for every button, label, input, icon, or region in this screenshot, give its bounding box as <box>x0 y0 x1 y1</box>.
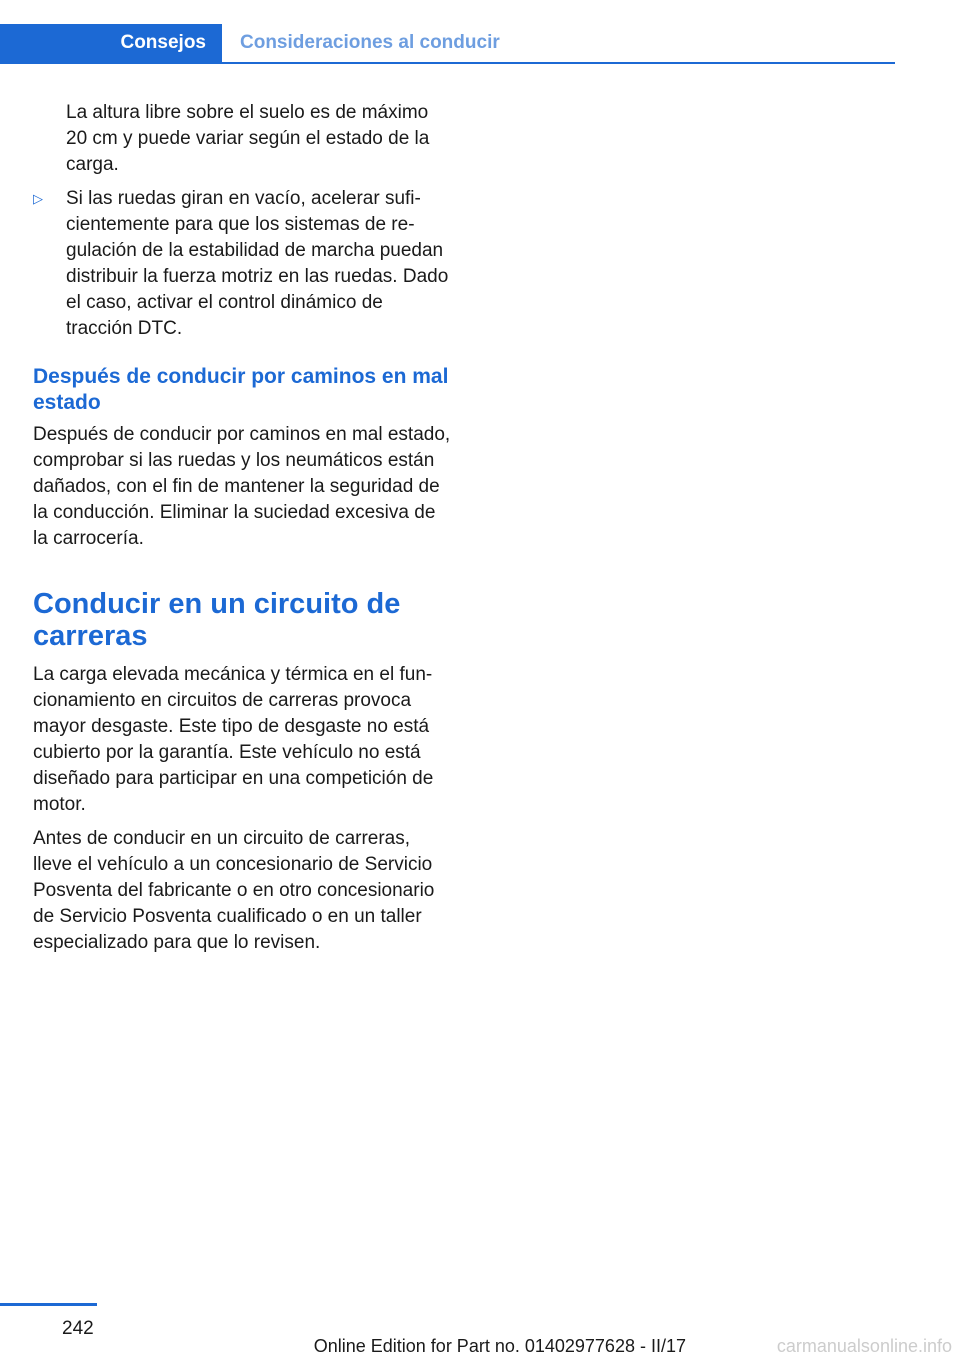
paragraph-after-bad-roads: Después de conducir por caminos en mal estado, comprobar si las ruedas y los neumáticos están dañados, con el fin de mantener la seguridad de la conducción. Eliminar la suciedad excesiva de la carrocería. <box>33 424 451 549</box>
paragraph-race-circuit-load: La carga elevada mecánica y térmica en el funcionamiento en circuitos de carreras provoca mayor desgaste. Este tipo de desgaste no está cubierto por la garantía. Este vehículo no está diseñado para participar en una competición de motor. <box>33 664 434 815</box>
section-tab-consejos[interactable]: Consejos <box>0 24 222 62</box>
page-header <box>0 24 895 64</box>
watermark: carmanualsonline.info <box>776 1336 952 1356</box>
triangle-right-icon: ▷ <box>33 191 43 206</box>
list-item-wheels-spin <box>33 186 451 342</box>
paragraph-race-circuit-service: Antes de conducir en un circuito de carreras, lleve el vehículo a un concesionario de Servicio Posventa del fabricante o en otro concesionario de Servicio Posventa cualificado o en un taller especializado para que lo revisen. <box>33 828 435 953</box>
footer-divider <box>0 1303 97 1306</box>
list-item-text: Si las ruedas giran en vacío, acelerar suficientemente para que los sistemas de regulación de la estabilidad de marcha puedan distribuir la fuerza motriz en las ruedas. Dado el caso, activar el control dinámico de tracción DTC. <box>66 188 449 339</box>
page-number: 242 <box>62 1318 94 1339</box>
paragraph-ground-clearance: La altura libre sobre el suelo es de máximo 20 cm y puede variar según el estado de la carga. <box>66 102 430 175</box>
heading-race-circuit: Conducir en un circuito de carreras <box>33 588 401 652</box>
breadcrumb-consideraciones[interactable]: Consideraciones al conducir <box>240 32 500 53</box>
edition-info: Online Edition for Part no. 01402977628 - II/17 <box>313 1336 686 1356</box>
heading-after-bad-roads: Después de conducir por caminos en mal estado <box>33 365 449 414</box>
main-content <box>33 100 451 964</box>
